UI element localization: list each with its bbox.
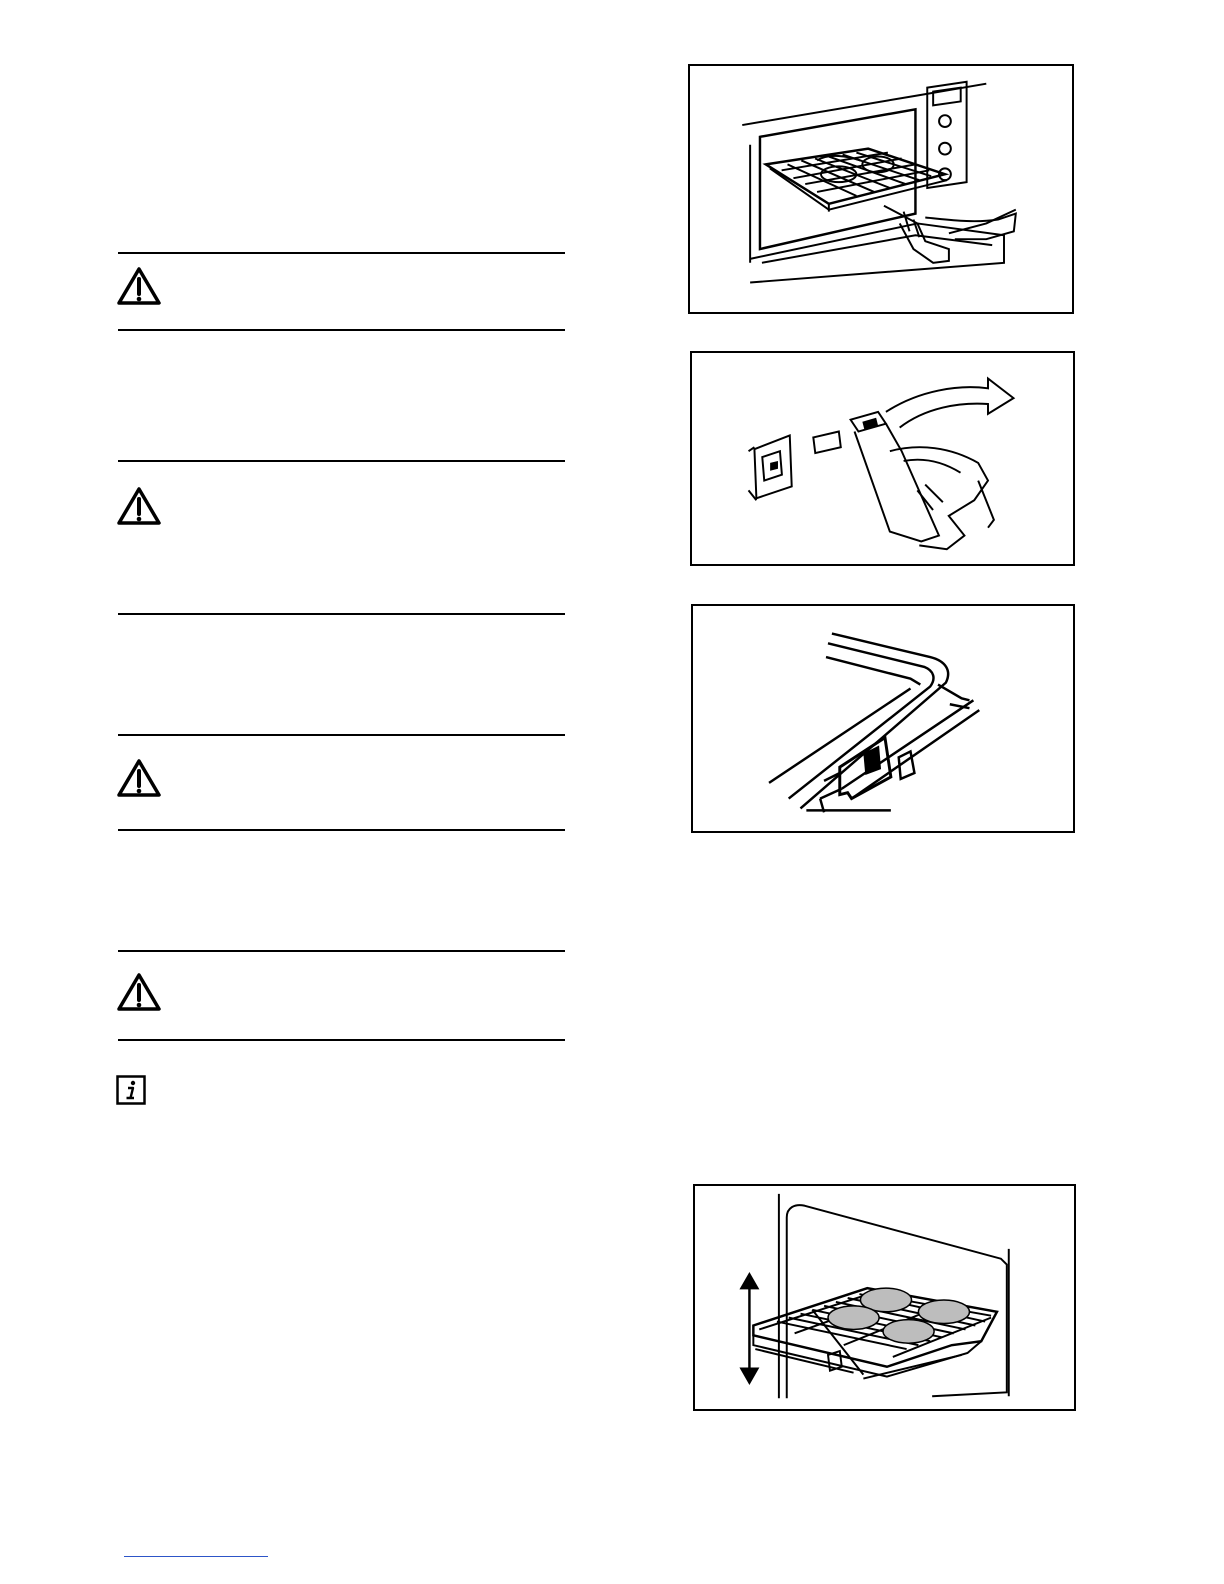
section-divider bbox=[118, 950, 565, 952]
section-divider bbox=[118, 613, 565, 615]
grill-pan-insert-illustration bbox=[690, 66, 1072, 312]
pan-corner-illustration bbox=[693, 606, 1073, 831]
warning-triangle-icon bbox=[116, 972, 162, 1012]
warning-triangle-icon bbox=[116, 758, 162, 798]
figure-pan-corner bbox=[691, 604, 1075, 833]
warning-triangle-icon bbox=[116, 266, 162, 306]
section-divider bbox=[118, 734, 565, 736]
warning-triangle-icon bbox=[116, 486, 162, 526]
figure-handle-attach bbox=[690, 351, 1075, 566]
footer-link-underline bbox=[124, 1556, 268, 1557]
info-icon bbox=[116, 1075, 146, 1105]
grid-burgers-illustration bbox=[695, 1186, 1074, 1409]
section-divider bbox=[118, 1039, 565, 1041]
section-divider bbox=[118, 329, 565, 331]
figure-grid-burgers bbox=[693, 1184, 1076, 1411]
section-divider bbox=[118, 460, 565, 462]
section-divider bbox=[118, 252, 565, 254]
figure-grill-pan-insert bbox=[688, 64, 1074, 314]
section-divider bbox=[118, 829, 565, 831]
handle-attach-illustration bbox=[692, 353, 1073, 564]
